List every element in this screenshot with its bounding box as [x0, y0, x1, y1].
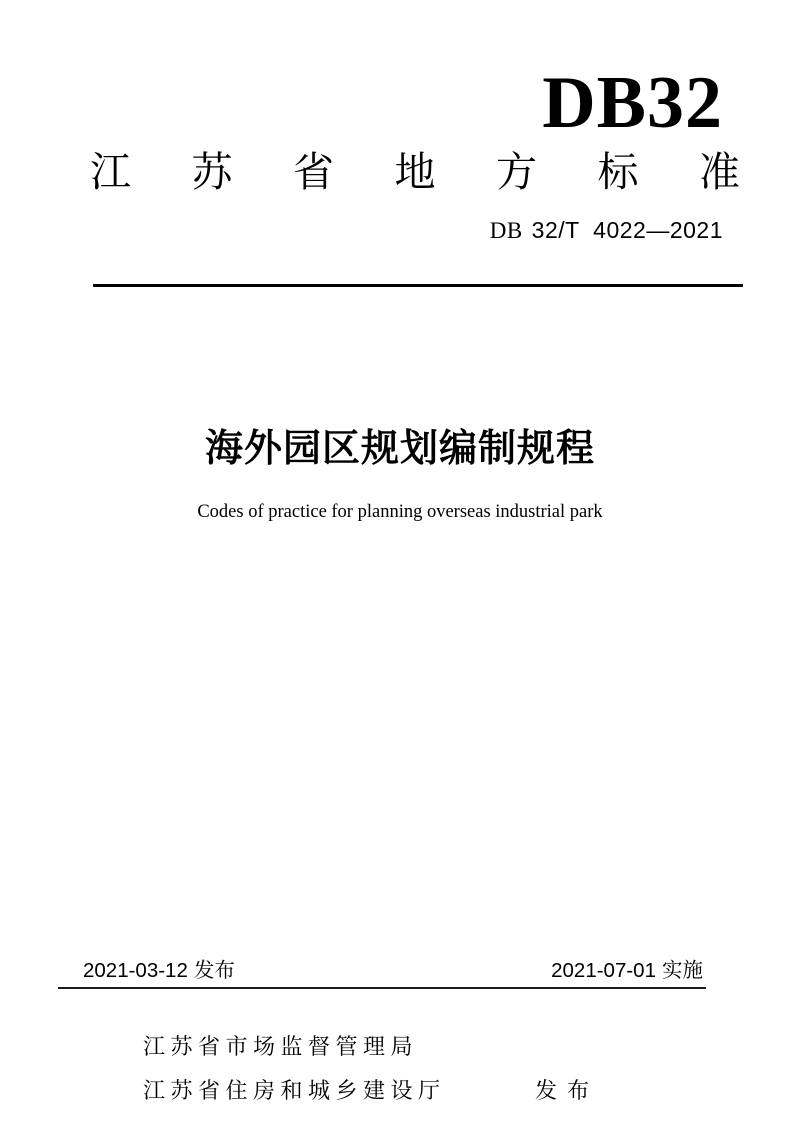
standard-name-char: 江: [90, 149, 131, 195]
standard-name-char: 省: [293, 149, 334, 195]
standard-name-row: [90, 149, 740, 196]
standard-name-char: 地: [394, 149, 436, 195]
standard-name-char: 准: [699, 149, 740, 195]
standard-name-char: 苏: [191, 149, 233, 195]
implement-date: [551, 959, 703, 983]
header-rule: [93, 284, 743, 287]
issue-date-value: 2021-03-12: [83, 959, 188, 982]
standard-number-prefix: DB: [489, 218, 523, 243]
publisher-market-regulation: 江苏省市场监督管理局: [143, 1034, 419, 1059]
standard-name-char: 方: [496, 149, 537, 195]
footer-rule: [58, 987, 706, 989]
issue-date-label: 发布: [193, 959, 235, 982]
standard-number: [490, 218, 723, 243]
dates-row: [83, 959, 703, 983]
implement-date-value: 2021-07-01: [551, 959, 656, 982]
publisher-housing-construction: 江苏省住房和城乡建设厅: [143, 1078, 446, 1103]
document-title-en: Codes of practice for planning overseas industrial park: [197, 502, 603, 522]
implement-date-label: 实施: [662, 959, 703, 982]
issue-date: [83, 959, 235, 983]
publish-label: 发 布: [535, 1078, 592, 1103]
standard-code-large: DB32: [542, 62, 723, 144]
standard-name-char: 标: [597, 149, 639, 195]
standard-number-rest: 32/T 4022—2021: [531, 217, 723, 243]
document-title-zh: 海外园区规划编制规程: [204, 428, 595, 470]
